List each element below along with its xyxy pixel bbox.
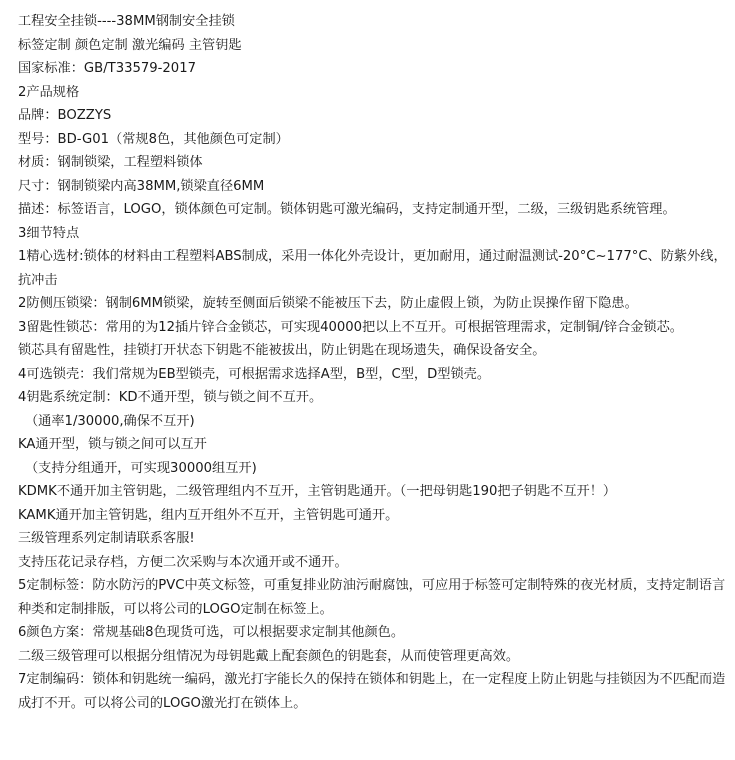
product-description-document [18,10,730,715]
section-heading-specs: 2产品规格 [18,84,80,100]
detail-ka-note: （支持分组通开，可实现30000组互开) [25,460,257,476]
title-line: 工程安全挂锁----38MM钢制安全挂锁 [18,14,235,29]
detail-kd-note: （通率1/30000,确保不互开) [25,413,195,429]
detail-three-level: 三级管理系列定制请联系客服! [18,531,195,546]
detail-custom-label: 5定制标签：防水防污的PVC中英文标签，可重复排业防油污耐腐蚀，可应用于标签可定制特殊的夜光材质，支持定制语言种类和定制排版，可以将公司的LOGO定制在标签上。 [18,578,726,617]
section-heading-details: 3细节特点 [18,225,80,241]
spec-material: 材质：钢制锁梁，工程塑料锁体 [18,155,203,170]
detail-embossing: 支持压花记录存档，方便二次采购与本次通开或不通开。 [18,554,348,570]
detail-anti-side-pressure: 2防侧压锁梁：钢制6MM锁梁，旋转至侧面后锁梁不能被压下去，防止虚假上锁，为防止误操作留下隐患。 [18,296,638,311]
detail-key-retaining-note: 锁芯具有留匙性，挂锁打开状态下钥匙不能被拔出，防止钥匙在现场遗失，确保设备安全。 [18,343,546,358]
detail-custom-coding: 7定制编码：锁体和钥匙统一编码，激光打字能长久的保持在锁体和钥匙上，在一定程度上防止钥匙与挂锁因为不匹配而造成打不开。可以将公司的LOGO激光打在锁体上。 [18,672,726,711]
spec-brand: 品牌：BOZZYS [18,108,112,123]
detail-kamk: KAMK通开加主管钥匙，组内互开组外不互开，主管钥匙可通开。 [18,507,399,523]
detail-material: 1精心选材:锁体的材料由工程塑料ABS制成，采用一体化外壳设计，更加耐用，通过耐温测试-20°C~177°C、防紫外线，抗冲击 [18,249,727,288]
national-standard-line: 国家标准：GB/T33579-2017 [18,61,196,76]
detail-optional-shell: 4可选锁壳：我们常规为EB型锁壳，可根据需求选择A型，B型，C型，D型锁壳。 [18,366,491,382]
detail-color-scheme: 6颜色方案：常规基础8色现货可选，可以根据要求定制其他颜色。 [18,625,405,640]
detail-kdmk: KDMK不通开加主管钥匙，二级管理组内不互开，主管钥匙通开。（一把母钥匙190把子钥匙不互开！） [18,484,617,499]
spec-size: 尺寸：钢制锁梁内高38MM,锁梁直径6MM [18,178,265,194]
detail-key-retaining-cylinder: 3留匙性锁芯：常用的为12插片锌合金锁芯，可实现40000把以上不互开。可根据管理需求，定制铜/锌合金锁芯。 [18,319,683,335]
detail-key-system: 4钥匙系统定制：KD不通开型，锁与锁之间不互开。 [18,390,323,405]
feature-summary-line: 标签定制 颜色定制 激光编码 主管钥匙 [18,37,242,53]
detail-ka: KA通开型，锁与锁之间可以互开 [18,437,207,452]
spec-description: 描述：标签语言，LOGO，锁体颜色可定制。锁体钥匙可激光编码，支持定制通开型，二级，三级钥匙系统管理。 [18,202,676,217]
detail-color-management: 二级三级管理可以根据分组情况为母钥匙戴上配套颜色的钥匙套，从而使管理更高效。 [18,648,520,664]
spec-model: 型号：BD-G01（常规8色，其他颜色可定制） [18,131,289,147]
